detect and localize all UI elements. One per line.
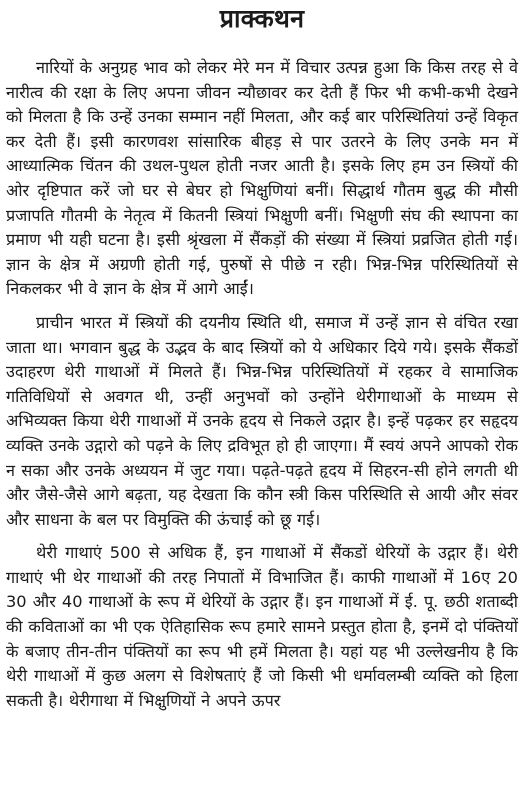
paragraph-2: प्राचीन भारत में स्त्रियों की दयनीय स्थिति थी, समाज में उन्हें ज्ञान से वंचित रखा जाता था। भगवान बुद्ध के उद्भव के बाद स्त्रियों को ये अधिकार दिये गये। इसके सैंकडों उदाहरण थेरी गाथाओं में मिलते हैं। भिन्न-भिन्न परिस्थितियों में रहकर वे सामाजिक गतिविधियों से अवगत थी, उन्हीं अनुभवों को उन्होंने थेरीगाथाओं के माध्यम से अभिव्यक्त किया थेरी गाथाओं में उनके हृदय से निकले उद्गार है। इन्हें पढ़कर हर सहृदय व्यक्ति उनके उद्गारो को पढ़ने के लिए द्रविभूत हो ही जाएगा। मैं स्वयं अपने आपको रोक न सका और उनके अध्ययन में जुट गया। पढ़ते-पढ़ते हृदय में सिहरन-सी होने लगती थी और जैसे-जैसे आगे बढ़ता, यह देखता कि कौन स्त्री किस परिस्थिति से आयी और संवर और साधना के बल पर विमुक्ति की ऊंचाई को छू गई। [6,312,518,529]
body-text [6,56,518,713]
paragraph-1: नारियों के अनुग्रह भाव को लेकर मेरे मन में विचार उत्पन्न हुआ कि किस तरह से वे नारीत्व की रक्षा के लिए अपना जीवन न्यौछावर कर देती हैं फिर भी कभी-कभी देखने को मिलता है कि उन्हें उनका सम्मान नहीं मिलता, और कई बार परिस्थितियां उन्हें विकृत कर देती हैं। इसी कारणवश सांसारिक बीहड़ से पार उतरने के लिए उनके मन में आध्यात्मिक चिंतन की उथल-पुथल होती नजर आती है। इसके लिए हम उन स्त्रियों की ओर दृष्टिपात करें जो घर से बेघर हो भिक्षुणियां बनीं। सिद्धार्थ गौतम बुद्ध की मौसी प्रजापति गौतमी के नेतृत्व में कितनी स्त्रियां भिक्षुणी बनीं। भिक्षुणी संघ की स्थापना का प्रमाण भी यही घटना है। इसी श्रृंखला में सैंकड़ों की संख्या में स्त्रियां प्रव्रजित होती गई। ज्ञान के क्षेत्र में अग्रणी होती गई, पुरुषों से पीछे न रही। भिन्न-भिन्न परिस्थितियों से निकलकर भी वे ज्ञान के क्षेत्र में आगे आईं। [6,58,518,299]
paragraph-3: थेरी गाथाएं 500 से अधिक हैं, इन गाथाओं में सैंकडों थेरियों के उद्गार हैं। थेरी गाथाएं भी थेर गाथाओं की तरह निपातों में विभाजित हैं। काफी गाथाओं में 16ए 20 30 और 40 गाथाओं के रूप में थेरियों के उद्गार हैं। इन गाथाओं में ई. पू. छठी शताब्दी की कविताओं का भी एक ऐतिहासिक रूप हमारे सामने प्रस्तुत होता है, इनमें दो पंक्तियों के बजाए तीन-तीन पंक्तियों का रूप भी हमें मिलता है। यहां यह भी उल्लेखनीय है कि थेरी गाथाओं में कुछ अलग से विशेषताएं हैं जो किसी भी धर्मावलम्बी व्यक्ति को हिला सकती है। थेरीगाथा में भिक्षुणियों ने अपने ऊपर [6,543,518,710]
page-title: प्राक्कथन [219,4,305,33]
